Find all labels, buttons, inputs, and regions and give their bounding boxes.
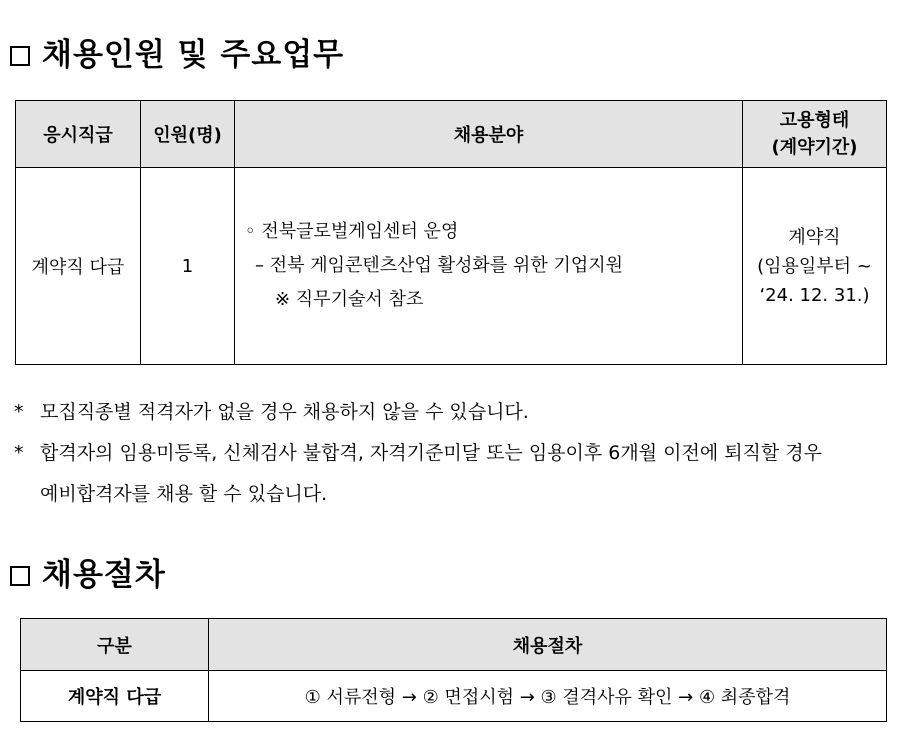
section-title-procedure: 채용절차 [10,560,166,591]
table-header-row [21,619,887,671]
field-line-1: ◦ 전북글로벌게임센터 운영 [245,221,459,242]
header-count: 인원(명) [141,101,235,168]
field-line-2: – 전북 게임콘텐츠산업 활성화를 위한 기업지원 [255,255,623,276]
note-continuation: 예비합격자를 채용 할 수 있습니다. [40,483,328,505]
cell-count: 1 [141,168,235,365]
header-field: 채용분야 [235,101,743,168]
cell-field [235,168,743,365]
cell-category: 계약직 다급 [21,671,209,722]
cell-grade: 계약직 다급 [16,168,141,365]
note-bullet: * [14,401,24,423]
recruitment-table [15,100,887,365]
field-line-3: ※ 직무기술서 참조 [275,289,424,310]
cell-employment: 계약직 (임용일부터 ~ ‘24. 12. 31.) [743,168,887,365]
notes [14,392,894,515]
header-category: 구분 [21,619,209,671]
checkbox-square-icon [10,46,30,66]
checkbox-square-icon [10,566,30,586]
table-header-row [16,101,887,168]
header-procedure: 채용절차 [209,619,887,671]
table-row [21,671,887,722]
note-bullet: * [14,442,24,464]
note-item: * 합격자의 임용미등록, 신체검사 불합격, 자격기준미달 또는 임용이후 6개월 이전에 퇴직할 경우 [14,433,894,474]
table-row [16,168,887,365]
section-title-recruitment: 채용인원 및 주요업무 [10,40,344,71]
cell-procedure: ① 서류전형 → ② 면접시험 → ③ 결격사유 확인 → ④ 최종합격 [209,671,887,722]
header-employment: 고용형태 (계약기간) [743,101,887,168]
procedure-table [20,618,887,722]
header-grade: 응시직급 [16,101,141,168]
note-item: * 모집직종별 적격자가 없을 경우 채용하지 않을 수 있습니다. [14,392,894,433]
